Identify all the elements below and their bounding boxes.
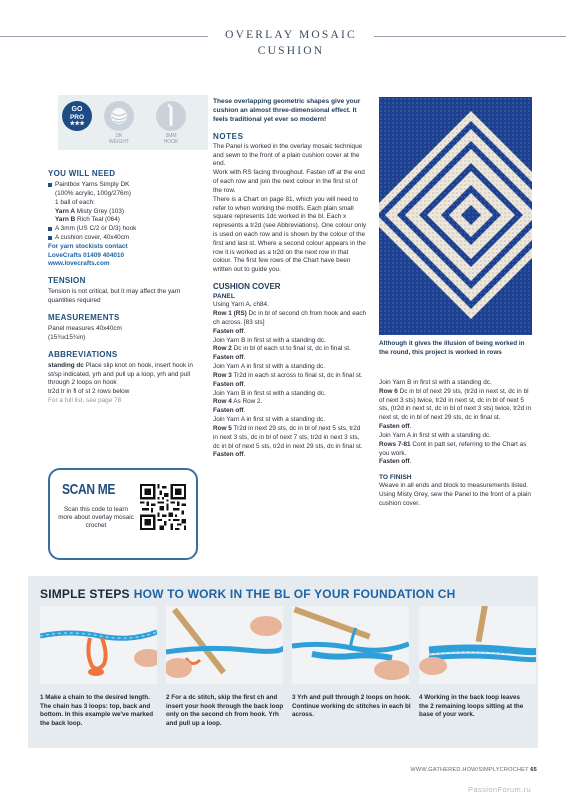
- star-icon: ★★★: [69, 121, 85, 127]
- join-a-2: Join Yarn A in first st with a standing dc.: [213, 416, 326, 424]
- row-1-text: Dc in bl of second ch from hook and each ch across. [83 sts]: [213, 310, 367, 326]
- step-4-image: [419, 606, 536, 684]
- to-finish-heading: TO FINISH: [379, 474, 412, 482]
- row-5-text: Tr2d in next 29 sts, dc in bl of next 5 sts, tr2d in next 3 sts, dc in bl of next 7 sts, tr2d in next 3 sts, dc in bl of next 5 sts, tr2d in next 29 sts, dc in final st.: [213, 424, 363, 450]
- yarn-ball-icon: [104, 101, 134, 131]
- row-4-label: Row 4: [213, 398, 232, 406]
- rows-7-81-text: Cont in patt set, referring to the Chart as you work.: [379, 440, 527, 457]
- scan-heading: SCAN ME: [62, 481, 116, 498]
- yarn-b-code: Yarn B: [55, 216, 76, 224]
- cushion-cover-heading: CUSHION COVER: [213, 282, 281, 292]
- stockists-phone[interactable]: LoveCrafts 01409 404010: [48, 251, 125, 259]
- tension-text: Tension is not critical, but it may affect the yarn quantities required: [48, 288, 181, 305]
- join-b-2: Join Yarn B in first st with a standing dc.: [213, 389, 326, 397]
- fasten-off-7: [379, 458, 535, 467]
- row-5: [213, 425, 367, 451]
- step-4-text: 4 Working in the back loop leaves the 2 remaining loops sitting at the base of your work.: [419, 694, 524, 719]
- abbreviation-term: standing dc: [48, 361, 84, 369]
- materials-item-yarn: Paintbox Yarns Simply DK: [48, 181, 200, 190]
- simple-steps-title: SIMPLE STEPS: [40, 587, 130, 601]
- abbreviation-standing-dc: [48, 362, 200, 388]
- fasten-off-label: Fasten off: [213, 407, 244, 415]
- yarn-a-name: Misty Grey (103): [75, 207, 125, 215]
- header-rule-right: [374, 36, 566, 37]
- step-2-text: 2 For a dc stitch, skip the first ch and insert your hook through the back loop only on the second ch from hook. Yrh and pull up a loop.: [166, 694, 284, 728]
- rows-7-81-label: Rows 7-81: [379, 440, 411, 448]
- fasten-off-1: [213, 328, 367, 337]
- fasten-off-2: [213, 354, 367, 363]
- scan-me-box: [48, 468, 198, 560]
- fasten-off-dot: .: [243, 354, 246, 362]
- row-4-text: As Row 2.: [231, 398, 263, 406]
- finish-p1: Weave in all ends and block to measurements listed.: [379, 482, 529, 490]
- fasten-off-3: [213, 381, 367, 390]
- yarn-composition: (100% acrylic, 100g/276m): [55, 189, 132, 197]
- crochet-hook-icon: [156, 101, 186, 131]
- step-2-image: [166, 606, 283, 684]
- tension-heading: TENSION: [48, 276, 86, 286]
- page-title: OVERLAY MOSAIC CUSHION: [225, 29, 357, 57]
- yarn-a-code: Yarn A: [55, 207, 76, 215]
- qr-code-icon[interactable]: [140, 484, 186, 530]
- level-line1: GO: [71, 106, 83, 113]
- page-number: 65: [530, 767, 537, 773]
- page-footer: [382, 767, 537, 775]
- step-3-text: 3 Yrh and pull through 2 loops on hook. Continue working dc stitches in each bl across.: [292, 694, 411, 719]
- notes-p2: Work with RS facing throughout. Fasten off at the end of each row and join the next colour in the first st of the row.: [213, 169, 365, 194]
- row-6-text: Dc in bl of next 29 sts, (tr2d in next st, dc in bl of next 3 sts) twice, tr2d in next st, dc in bl of next 5 sts, (tr2d in next st, dc in bl of next 3 sts) twice, tr2d in next st, dc in bl of next 29 sts, dc in final st.: [379, 387, 532, 422]
- notes-p1: The Panel is worked in the overlay mosaic technique and sewn to the front of a plain cushion cover at the end.: [213, 142, 363, 168]
- abbreviation-def: Place slip knot on hook, insert hook in st/sp indicated, yrh and pull up a loop, yrh and pull through 2 loops on hook: [48, 361, 193, 387]
- row-2-label: Row 2: [213, 345, 232, 353]
- fasten-off-dot: .: [409, 458, 412, 466]
- measurements-line1: Panel measures 40x40cm: [48, 325, 122, 333]
- rows-7-81: [379, 441, 535, 459]
- stockists-line1: For yarn stockists contact: [48, 242, 128, 250]
- notes-heading: NOTES: [213, 131, 244, 141]
- yarn-a-line: [48, 208, 200, 217]
- fasten-off-label: Fasten off: [213, 380, 244, 388]
- fasten-off-dot: .: [243, 407, 246, 415]
- row-4: [213, 398, 367, 407]
- join-b-1: Join Yarn B in first st with a standing dc.: [213, 336, 326, 344]
- abbreviation-tr2d: tr2d tr in fl of st 2 rows below: [48, 388, 130, 396]
- simple-steps-heading: [40, 586, 455, 603]
- step-1-image: [40, 606, 157, 684]
- intro-text: These overlapping geometric shapes give your cushion an almost three-dimensional effect. It feels traditional yet ever so modern!: [213, 98, 361, 123]
- hook-size-label: 3MM HOOK: [163, 133, 179, 145]
- abbreviations-more-link[interactable]: For a full list, see page 78: [48, 397, 122, 405]
- fasten-off-dot: .: [243, 380, 246, 388]
- footer-url[interactable]: WWW.GATHERED.HOW/SIMPLYCROCHET: [410, 767, 529, 773]
- row-6: [379, 388, 535, 423]
- page-header: [0, 28, 566, 57]
- watermark: PassionForum.ru: [468, 785, 532, 794]
- row-2: [213, 345, 367, 354]
- fasten-off-4: [213, 407, 367, 416]
- row-3-label: Row 3: [213, 371, 232, 379]
- fasten-off-5: [213, 451, 367, 460]
- simple-steps-subtitle: HOW TO WORK IN THE BL OF YOUR FOUNDATION CH: [133, 587, 456, 601]
- fasten-off-dot: .: [409, 423, 412, 431]
- join-a-3: Join Yarn A in first st with a standing dc.: [379, 431, 492, 439]
- stockists-link[interactable]: www.lovecrafts.com: [48, 260, 110, 268]
- fasten-off-label: Fasten off: [213, 451, 244, 459]
- row-6-label: Row 6: [379, 387, 398, 395]
- pattern-continued-column: [379, 379, 535, 509]
- join-b-3: Join Yarn B in first st with a standing dc.: [379, 379, 492, 386]
- level-line2: PRO: [69, 114, 85, 121]
- notes-p3: There is a Chart on page 81, which you will need to refer to when working the motifs. Each plain small square represents 1dc worked in the bl. Each x represents a tr2d (see Abbreviations). One colour only is used on each row and is shown by the colour of the first and last st. Where a second colour appears in the row it is worked as a tr2d on the next row in that colour. The first few rows of the Chart have been written out to guide you.: [213, 195, 367, 274]
- row-3-text: Tr2d in each st across to final st, dc in final st.: [231, 371, 363, 379]
- materials-item-cover: A cushion cover, 40x40cm: [48, 234, 200, 243]
- finish-p2: Using Misty Grey, sew the Panel to the front of a plain cushion cover.: [379, 491, 531, 508]
- fasten-off-6: [379, 423, 535, 432]
- you-will-need-heading: YOU WILL NEED: [48, 169, 116, 178]
- step-3-image: [292, 606, 409, 684]
- row-1: [213, 310, 367, 328]
- yarn-b-line: [48, 216, 200, 225]
- step-1-text: 1 Make a chain to the desired length. The chain has 3 loops: top, back and bottom. In this example we've marked the back loop.: [40, 694, 154, 728]
- difficulty-badges: [58, 95, 208, 150]
- materials-column: [48, 168, 200, 406]
- measurements-heading: MEASUREMENTS: [48, 313, 120, 322]
- fasten-off-dot: .: [243, 327, 246, 335]
- photo-caption: Although it gives the illusion of being worked in the round, this project is worked in rows: [379, 340, 525, 356]
- abbreviations-heading: ABBREVIATIONS: [48, 349, 118, 359]
- row-1-label: Row 1 (RS): [213, 310, 247, 318]
- materials-item-hook: A 3mm (US C/2 or D/3) hook: [48, 225, 200, 234]
- yarn-quantity: 1 ball of each:: [55, 198, 95, 206]
- cushion-photo: [379, 97, 532, 335]
- yarn-weight-label: DK WEIGHT: [109, 133, 129, 145]
- pattern-column: [213, 98, 367, 460]
- fasten-off-label: Fasten off: [379, 458, 410, 466]
- measurements-line2: (15¾x15¾in): [48, 333, 86, 341]
- row-3: [213, 372, 367, 381]
- row-5-label: Row 5: [213, 424, 232, 432]
- mosaic-pattern-image: [379, 97, 532, 335]
- header-rule-left: [0, 36, 208, 37]
- yarn-b-name: Rich Teal (064): [75, 216, 120, 224]
- join-a-1: Join Yarn A in first st with a standing dc.: [213, 363, 326, 371]
- fasten-off-label: Fasten off: [379, 423, 410, 431]
- scan-text: Scan this code to learn more about overlay mosaic crochet: [58, 506, 134, 529]
- level-badge: [62, 101, 92, 131]
- fasten-off-label: Fasten off: [213, 327, 244, 335]
- foundation-line: Using Yarn A, ch84.: [213, 301, 269, 309]
- row-2-text: Dc in bl of each st to final st, dc in final st.: [231, 345, 351, 353]
- fasten-off-label: Fasten off: [213, 354, 244, 362]
- fasten-off-dot: .: [243, 451, 246, 459]
- simple-steps-panel: [28, 576, 538, 748]
- panel-subheading: PANEL: [213, 293, 235, 301]
